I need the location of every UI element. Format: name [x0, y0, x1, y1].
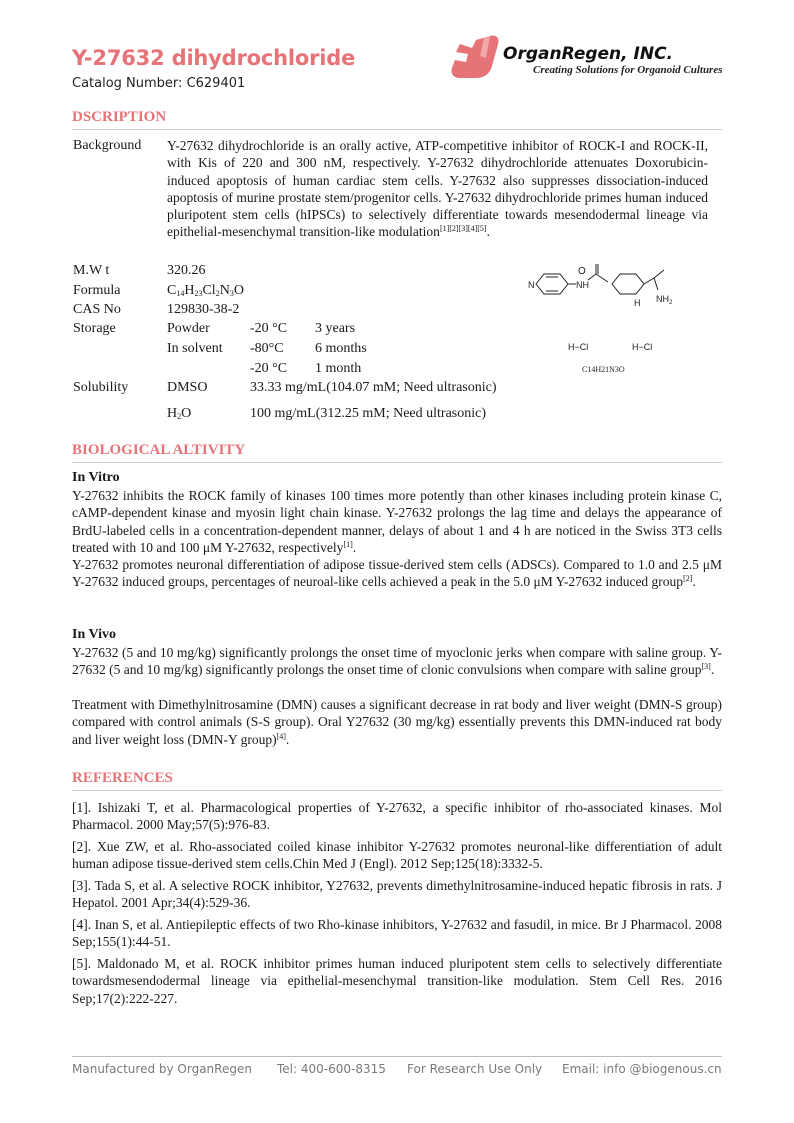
- reference-item: [4]. Inan S, et al. Antiepileptic effects of two Rho-kinase inhibitors, Y-27632 and fasudil, in mice. Br J Pharmacol. 2008 Sep;155(1):44-51.: [72, 917, 722, 950]
- atom-o-label: O: [578, 266, 586, 277]
- storage-temp: -80°C: [250, 341, 284, 356]
- storage-time: 6 months: [315, 341, 367, 356]
- structure-caption-formula: C14H21N3O: [582, 365, 625, 374]
- solubility-dmso-value: 33.33 mg/mL(104.07 mM; Need ultrasonic): [250, 380, 497, 395]
- solvent-water: $H_2O$: [167, 406, 192, 421]
- in-vivo-paragraph-2: Treatment with Dimethylnitrosamine (DMN) causes a significant decrease in rat body and liver weight (DMN-S group) compared with control animals (S-S group). Oral Y27632 (30 mg/kg) essentially prevents this DMN-induced rat body and liver weight loss (DMN-Y group)[4].: [72, 697, 722, 747]
- footer-divider: [72, 1056, 722, 1057]
- section-divider: [72, 790, 722, 791]
- formula-value: $C_{14}H_{23}Cl_2N_3O$: [167, 283, 244, 298]
- background-citation: [1][2][3][4][5]: [439, 224, 487, 234]
- reference-item: [2]. Xue ZW, et al. Rho-associated coiled kinase inhibitor Y-27632 promotes neuronal-like differentiation of adult human adipose tissue-derived stem cells.Chin Med J (Engl). 2012 Sep;125(18):3332-5.: [72, 839, 722, 872]
- chemical-structure: [520, 264, 700, 376]
- organregen-logo-icon: [446, 32, 502, 86]
- reference-item: [3]. Tada S, et al. A selective ROCK inhibitor, Y27632, prevents dimethylnitrosamine-induced hepatic fibrosis in rats. J Hepatol. 2001 Apr;34(4):529-36.: [72, 878, 722, 911]
- hcl-label: H−Cl: [632, 342, 653, 352]
- references-heading: REFERENCES: [72, 770, 173, 786]
- atom-h-label: H: [634, 298, 641, 308]
- storage-temp: -20 °C: [250, 321, 288, 336]
- in-vivo-heading: In Vivo: [72, 627, 116, 642]
- footer-research-use: For Research Use Only: [407, 1062, 543, 1076]
- storage-form: Powder: [167, 321, 210, 336]
- logo-company-name: OrganRegen, INC.: [503, 44, 674, 64]
- catalog-number: Catalog Number: C629401: [72, 76, 246, 91]
- footer-email: Email: info @biogenous.cn: [562, 1062, 722, 1076]
- atom-nh-label: NH: [576, 280, 589, 290]
- hcl-label: H−Cl: [568, 342, 589, 352]
- biological-activity-heading: BIOLOGICAL ALTIVITY: [72, 442, 246, 458]
- storage-label: Storage: [73, 321, 116, 336]
- reference-item: [1]. Ishizaki T, et al. Pharmacological properties of Y-27632, a specific inhibitor of rho-associated kinases. Mol Pharmacol. 2000 May;57(5):976-83.: [72, 800, 722, 833]
- formula-label: Formula: [73, 283, 121, 298]
- description-heading: DSCRIPTION: [72, 109, 167, 125]
- solubility-label: Solubility: [73, 380, 129, 395]
- in-vitro-paragraph-1: Y-27632 inhibits the ROCK family of kinases 100 times more potently than other kinases including protein kinase C, cAMP-dependent kinase and myosin light chain kinase. Y-27632 prolongs the lag time and delays the appearance of BrdU-labeled cells in a concentration-dependent manner, delays of about 1 and 4 h are noticed in the Swiss 3T3 cells treated with 10 and 100 μM Y-27632, respectively[1].: [72, 488, 722, 555]
- mwt-label: M.W t: [73, 263, 110, 278]
- in-vivo-paragraph-1: Y-27632 (5 and 10 mg/kg) significantly prolongs the onset time of myoclonic jerks when compare with saline group. Y-27632 (5 and 10 mg/kg) significantly prolongs the onset time of clonic convulsions when compare with saline group[3].: [72, 645, 722, 678]
- storage-time: 1 month: [315, 361, 362, 376]
- section-divider: [72, 462, 722, 463]
- solubility-water-value: 100 mg/mL(312.25 mM; Need ultrasonic): [250, 406, 487, 421]
- cas-value: 129830-38-2: [167, 302, 240, 317]
- cas-label: CAS No: [73, 302, 121, 317]
- storage-temp: -20 °C: [250, 361, 288, 376]
- mwt-value: 320.26: [167, 263, 206, 278]
- product-title: Y-27632 dihydrochloride: [72, 46, 356, 70]
- section-divider: [72, 129, 722, 130]
- logo-tagline: Creating Solutions for Organoid Cultures: [533, 64, 723, 76]
- background-text: Y-27632 dihydrochloride is an orally active, ATP-competitive inhibitor of ROCK-I and ROCK-II, with Kis of 220 and 300 nM, respectively. Y-27632 dihydrochloride attenuates Doxorubicin-induced apoptosis of human cardiac stem cells. Y-27632 also suppresses dissociation-induced apoptosis of murine prostate stem/progenitor cells. Y-27632 dihydrochloride primes human induced pluripotent stem cells (hIPSCs) to selectively differentiate towards mesendodermal lineage via epithelial-mesenchymal transition-like modulation[1][2][3][4][5].: [167, 138, 708, 240]
- storage-form: In solvent: [167, 341, 223, 356]
- solvent-dmso: DMSO: [167, 380, 208, 395]
- in-vitro-heading: In Vitro: [72, 470, 120, 485]
- atom-nh2-label: $NH_2$: [656, 294, 673, 306]
- footer-phone: Tel: 400-600-8315: [277, 1062, 386, 1076]
- in-vitro-paragraph-2: Y-27632 promotes neuronal differentiation of adipose tissue-derived stem cells (ADSCs). Compared to 1.0 and 2.5 μM Y-27632 induced groups, percentages of neuroal-like cells achieved a peak in the 5.0 μM Y-27632 induced group[2].: [72, 557, 722, 590]
- atom-n-label: N: [528, 280, 535, 290]
- footer-manufacturer: Manufactured by OrganRegen: [72, 1062, 252, 1076]
- background-label: Background: [73, 138, 142, 153]
- reference-item: [5]. Maldonado M, et al. ROCK inhibitor primes human induced pluripotent stem cells to selectively differentiate towardsmesendodermal lineage via epithelial-mesenchymal transition-like modulation. Stem Cell Res. 2016 Sep;17(2):222-227.: [72, 956, 722, 1006]
- storage-time: 3 years: [315, 321, 356, 336]
